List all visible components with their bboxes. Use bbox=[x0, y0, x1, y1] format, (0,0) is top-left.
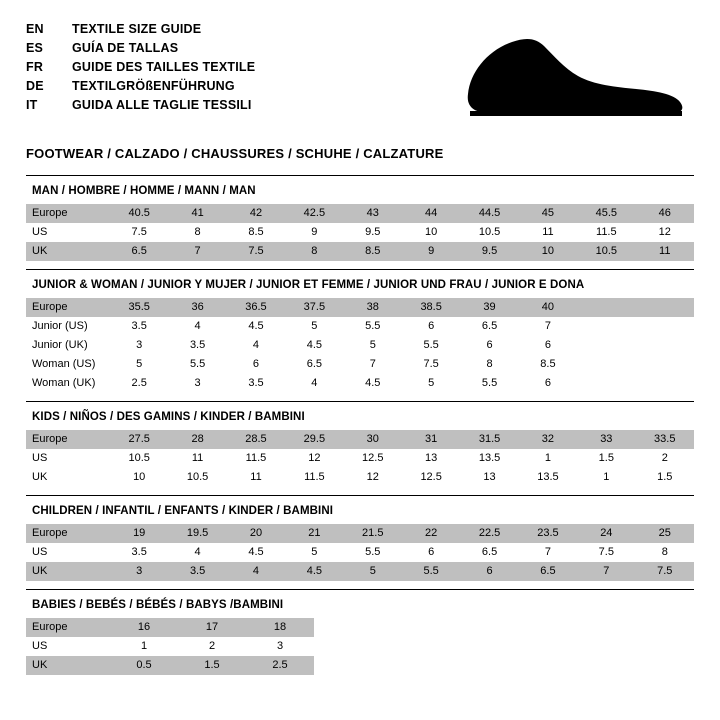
cell: 5.5 bbox=[402, 562, 460, 581]
section-title: BABIES / BEBÉS / BÉBÉS / BABYS /BAMBINI bbox=[32, 599, 284, 611]
cell: 13.5 bbox=[519, 468, 577, 487]
cell: 8 bbox=[285, 242, 343, 261]
cell: 7.5 bbox=[110, 223, 168, 242]
cell: 42.5 bbox=[285, 204, 343, 223]
cell: 22 bbox=[402, 524, 460, 543]
row-label: Woman (US) bbox=[26, 355, 110, 374]
cell: 44.5 bbox=[460, 204, 518, 223]
cell bbox=[577, 355, 635, 374]
cell: 9 bbox=[285, 223, 343, 242]
row-label: Europe bbox=[26, 298, 110, 317]
cell: 18 bbox=[246, 618, 314, 637]
row-label: Junior (US) bbox=[26, 317, 110, 336]
cell: 8.5 bbox=[344, 242, 402, 261]
table-row bbox=[26, 637, 314, 656]
cell bbox=[577, 317, 635, 336]
cell: 3.5 bbox=[227, 374, 285, 393]
cell: 1.5 bbox=[178, 656, 246, 675]
cell: 13.5 bbox=[460, 449, 518, 468]
cell: 4 bbox=[168, 543, 226, 562]
cell bbox=[636, 355, 694, 374]
cell: 10.5 bbox=[460, 223, 518, 242]
cell: 8 bbox=[168, 223, 226, 242]
cell: 5.5 bbox=[344, 317, 402, 336]
cell: 7 bbox=[577, 562, 635, 581]
cell: 13 bbox=[460, 468, 518, 487]
table-row bbox=[26, 204, 694, 223]
row-label: US bbox=[26, 543, 110, 562]
language-row bbox=[26, 79, 255, 98]
cell bbox=[636, 317, 694, 336]
table-row bbox=[26, 242, 694, 261]
cell: 6 bbox=[402, 317, 460, 336]
cell: 6.5 bbox=[110, 242, 168, 261]
cell: 28 bbox=[168, 430, 226, 449]
cell: 21 bbox=[285, 524, 343, 543]
section-junior-woman bbox=[26, 270, 694, 402]
cell: 5 bbox=[285, 543, 343, 562]
language-title: GUIDA ALLE TAGLIE TESSILI bbox=[72, 98, 252, 112]
row-label: US bbox=[26, 449, 110, 468]
cell: 3 bbox=[110, 562, 168, 581]
row-label: UK bbox=[26, 468, 110, 487]
cell: 31 bbox=[402, 430, 460, 449]
cell: 7 bbox=[519, 317, 577, 336]
document-header bbox=[26, 22, 694, 140]
cell: 21.5 bbox=[344, 524, 402, 543]
row-label: Woman (UK) bbox=[26, 374, 110, 393]
cell: 5 bbox=[285, 317, 343, 336]
cell: 27.5 bbox=[110, 430, 168, 449]
cell: 11 bbox=[636, 242, 694, 261]
cell: 3 bbox=[110, 336, 168, 355]
cell: 43 bbox=[344, 204, 402, 223]
cell: 2.5 bbox=[246, 656, 314, 675]
cell: 19.5 bbox=[168, 524, 226, 543]
language-row bbox=[26, 60, 255, 79]
language-title: TEXTILGRÖßENFÜHRUNG bbox=[72, 79, 235, 93]
cell: 4.5 bbox=[285, 562, 343, 581]
cell: 6 bbox=[460, 562, 518, 581]
cell: 10.5 bbox=[110, 449, 168, 468]
cell: 10 bbox=[519, 242, 577, 261]
cell: 16 bbox=[110, 618, 178, 637]
cell: 12.5 bbox=[402, 468, 460, 487]
table-row bbox=[26, 543, 694, 562]
cell: 8.5 bbox=[519, 355, 577, 374]
cell: 17 bbox=[178, 618, 246, 637]
size-table-kids bbox=[26, 430, 694, 487]
cell: 10 bbox=[110, 468, 168, 487]
table-row bbox=[26, 656, 314, 675]
cell: 4 bbox=[227, 336, 285, 355]
cell: 32 bbox=[519, 430, 577, 449]
cell: 7.5 bbox=[227, 242, 285, 261]
cell: 12 bbox=[344, 468, 402, 487]
cell: 9.5 bbox=[344, 223, 402, 242]
cell: 6 bbox=[519, 336, 577, 355]
cell: 1 bbox=[519, 449, 577, 468]
language-code: DE bbox=[26, 79, 44, 93]
section-kids bbox=[26, 402, 694, 496]
table-row bbox=[26, 355, 694, 374]
cell: 11.5 bbox=[577, 223, 635, 242]
language-code: ES bbox=[26, 41, 44, 55]
cell: 5 bbox=[110, 355, 168, 374]
cell: 2.5 bbox=[110, 374, 168, 393]
cell: 4.5 bbox=[227, 543, 285, 562]
cell: 37.5 bbox=[285, 298, 343, 317]
cell: 13 bbox=[402, 449, 460, 468]
cell: 4.5 bbox=[344, 374, 402, 393]
cell: 4.5 bbox=[227, 317, 285, 336]
row-label: US bbox=[26, 223, 110, 242]
cell: 5 bbox=[402, 374, 460, 393]
cell bbox=[636, 374, 694, 393]
cell: 5.5 bbox=[402, 336, 460, 355]
cell: 6 bbox=[402, 543, 460, 562]
cell: 36 bbox=[168, 298, 226, 317]
cell: 5 bbox=[344, 562, 402, 581]
language-code: IT bbox=[26, 98, 38, 112]
cell: 9.5 bbox=[460, 242, 518, 261]
cell: 10.5 bbox=[168, 468, 226, 487]
size-table-babies bbox=[26, 618, 314, 675]
language-code: EN bbox=[26, 22, 44, 36]
cell: 3.5 bbox=[168, 336, 226, 355]
language-code: FR bbox=[26, 60, 44, 74]
section-children bbox=[26, 496, 694, 590]
cell: 3.5 bbox=[168, 562, 226, 581]
cell: 1.5 bbox=[577, 449, 635, 468]
size-table-junior-woman bbox=[26, 298, 694, 393]
cell bbox=[577, 298, 635, 317]
cell: 7.5 bbox=[402, 355, 460, 374]
category-title: FOOTWEAR / CALZADO / CHAUSSURES / SCHUHE / CALZATURE bbox=[26, 146, 444, 161]
cell: 8 bbox=[636, 543, 694, 562]
cell: 42 bbox=[227, 204, 285, 223]
cell: 9 bbox=[402, 242, 460, 261]
cell: 25 bbox=[636, 524, 694, 543]
cell: 10 bbox=[402, 223, 460, 242]
cell: 24 bbox=[577, 524, 635, 543]
row-label: UK bbox=[26, 656, 110, 675]
table-row bbox=[26, 562, 694, 581]
table-row bbox=[26, 317, 694, 336]
cell: 6.5 bbox=[519, 562, 577, 581]
cell: 4 bbox=[285, 374, 343, 393]
row-label: US bbox=[26, 637, 110, 656]
cell: 4.5 bbox=[285, 336, 343, 355]
cell: 6 bbox=[460, 336, 518, 355]
cell: 38 bbox=[344, 298, 402, 317]
size-table-children bbox=[26, 524, 694, 581]
cell: 4 bbox=[168, 317, 226, 336]
cell bbox=[636, 298, 694, 317]
cell: 3.5 bbox=[110, 543, 168, 562]
cell: 33.5 bbox=[636, 430, 694, 449]
cell: 1 bbox=[577, 468, 635, 487]
row-label: Europe bbox=[26, 618, 110, 637]
cell: 7.5 bbox=[636, 562, 694, 581]
cell: 6.5 bbox=[460, 317, 518, 336]
cell: 11 bbox=[519, 223, 577, 242]
cell: 40 bbox=[519, 298, 577, 317]
cell: 3 bbox=[168, 374, 226, 393]
cell: 45.5 bbox=[577, 204, 635, 223]
cell: 41 bbox=[168, 204, 226, 223]
cell: 22.5 bbox=[460, 524, 518, 543]
language-row bbox=[26, 98, 255, 117]
cell bbox=[636, 336, 694, 355]
cell: 7.5 bbox=[577, 543, 635, 562]
cell: 2 bbox=[636, 449, 694, 468]
cell: 46 bbox=[636, 204, 694, 223]
cell: 6.5 bbox=[285, 355, 343, 374]
row-label: Junior (UK) bbox=[26, 336, 110, 355]
cell: 35.5 bbox=[110, 298, 168, 317]
cell: 11.5 bbox=[227, 449, 285, 468]
cell: 38.5 bbox=[402, 298, 460, 317]
cell: 7 bbox=[168, 242, 226, 261]
cell bbox=[577, 336, 635, 355]
cell: 11.5 bbox=[285, 468, 343, 487]
cell: 29.5 bbox=[285, 430, 343, 449]
cell: 8.5 bbox=[227, 223, 285, 242]
row-label: Europe bbox=[26, 204, 110, 223]
cell: 33 bbox=[577, 430, 635, 449]
table-row bbox=[26, 618, 314, 637]
cell: 36.5 bbox=[227, 298, 285, 317]
cell: 10.5 bbox=[577, 242, 635, 261]
cell: 19 bbox=[110, 524, 168, 543]
cell: 20 bbox=[227, 524, 285, 543]
section-title: KIDS / NIÑOS / DES GAMINS / KINDER / BAMBINI bbox=[32, 411, 305, 423]
table-row bbox=[26, 468, 694, 487]
section-man bbox=[26, 176, 694, 270]
table-row bbox=[26, 223, 694, 242]
language-row bbox=[26, 41, 255, 60]
cell: 5.5 bbox=[344, 543, 402, 562]
cell: 23.5 bbox=[519, 524, 577, 543]
language-title: GUÍA DE TALLAS bbox=[72, 41, 179, 55]
cell: 7 bbox=[519, 543, 577, 562]
table-row bbox=[26, 524, 694, 543]
cell: 1 bbox=[110, 637, 178, 656]
cell: 28.5 bbox=[227, 430, 285, 449]
cell: 11 bbox=[227, 468, 285, 487]
cell: 6.5 bbox=[460, 543, 518, 562]
language-title: GUIDE DES TAILLES TEXTILE bbox=[72, 60, 256, 74]
dress-shoe-icon bbox=[460, 32, 690, 122]
cell: 2 bbox=[178, 637, 246, 656]
section-title: JUNIOR & WOMAN / JUNIOR Y MUJER / JUNIOR ET FEMME / JUNIOR UND FRAU / JUNIOR E DONA bbox=[32, 279, 585, 291]
language-title: TEXTILE SIZE GUIDE bbox=[72, 22, 202, 36]
table-row bbox=[26, 430, 694, 449]
cell: 5.5 bbox=[460, 374, 518, 393]
cell: 12.5 bbox=[344, 449, 402, 468]
cell: 7 bbox=[344, 355, 402, 374]
section-title: MAN / HOMBRE / HOMME / MANN / MAN bbox=[32, 185, 256, 197]
row-label: Europe bbox=[26, 524, 110, 543]
cell: 45 bbox=[519, 204, 577, 223]
section-title: CHILDREN / INFANTIL / ENFANTS / KINDER / BAMBINI bbox=[32, 505, 334, 517]
cell: 11 bbox=[168, 449, 226, 468]
cell: 5.5 bbox=[168, 355, 226, 374]
cell: 5 bbox=[344, 336, 402, 355]
row-label: UK bbox=[26, 562, 110, 581]
size-table-man bbox=[26, 204, 694, 261]
cell: 44 bbox=[402, 204, 460, 223]
row-label: UK bbox=[26, 242, 110, 261]
table-row bbox=[26, 449, 694, 468]
cell: 40.5 bbox=[110, 204, 168, 223]
cell: 12 bbox=[636, 223, 694, 242]
table-row bbox=[26, 374, 694, 393]
cell: 6 bbox=[227, 355, 285, 374]
cell: 0.5 bbox=[110, 656, 178, 675]
cell: 8 bbox=[460, 355, 518, 374]
row-label: Europe bbox=[26, 430, 110, 449]
table-row bbox=[26, 336, 694, 355]
cell: 6 bbox=[519, 374, 577, 393]
section-babies bbox=[26, 590, 694, 675]
cell bbox=[577, 374, 635, 393]
cell: 30 bbox=[344, 430, 402, 449]
cell: 4 bbox=[227, 562, 285, 581]
language-title-list bbox=[26, 22, 255, 117]
cell: 1.5 bbox=[636, 468, 694, 487]
cell: 3.5 bbox=[110, 317, 168, 336]
cell: 39 bbox=[460, 298, 518, 317]
cell: 3 bbox=[246, 637, 314, 656]
language-row bbox=[26, 22, 255, 41]
table-row bbox=[26, 298, 694, 317]
cell: 12 bbox=[285, 449, 343, 468]
cell: 31.5 bbox=[460, 430, 518, 449]
